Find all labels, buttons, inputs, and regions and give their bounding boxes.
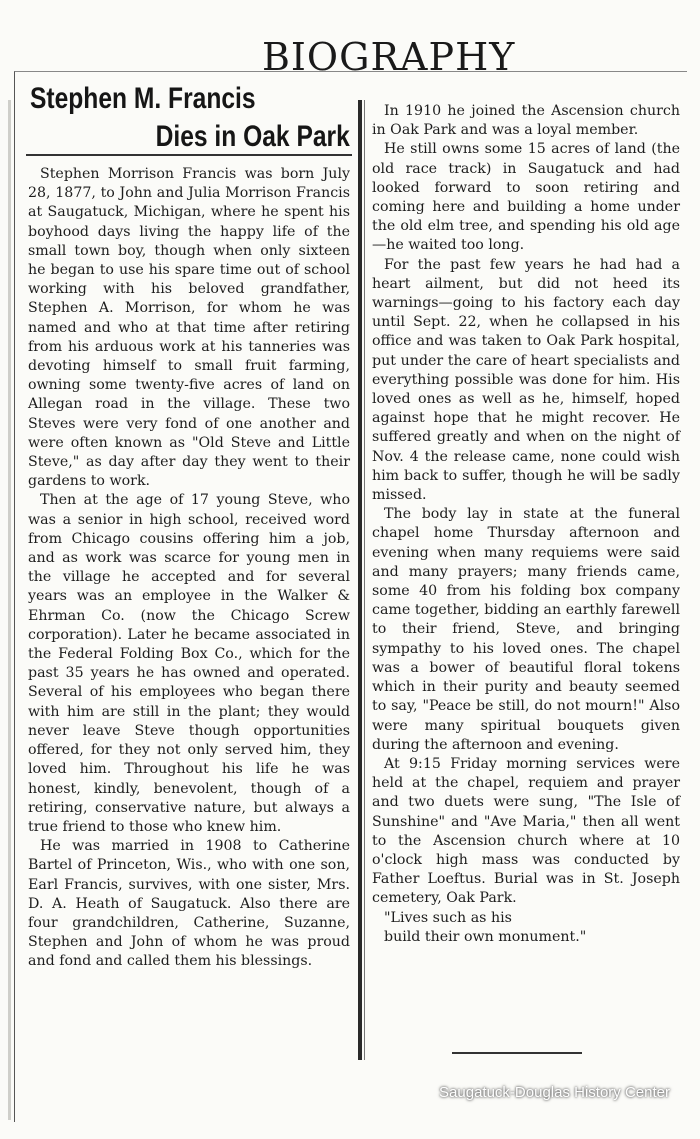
left-column (28, 165, 350, 972)
paragraph: He still owns some 15 acres of land (the old race track) in Saugatuck and had looked forward to soon retiring and coming here and building a home under the old elm tree, and spending his old age—he waited too long. (372, 141, 680, 254)
column-divider (358, 100, 362, 1060)
paragraph: At 9:15 Friday morning services were held at the chapel, requiem and prayer and two duets were sung, "The Isle of Sunshine" and "Ave Maria," then all went to the Ascension church where at 10 o'clock high mass was conducted by Father Loeftus. Burial was in St. Joseph cemetery, Oak Park. (372, 755, 680, 907)
paragraph: Then at the age of 17 young Steve, who was a senior in high school, received word from Chicago cousins offering him a job, and as work was scarce for young men in the village he accepted and for several years was an employee in the Walker & Ehrman Co. (now the Chicago Screw corporation). Later he became associated in the Federal Folding Box Co., which for the past 35 years he has owned and operated. Several of his employees who began there with him are still in the plant; they would never leave Steve though opportunities offered, for they not only served him, they loved him. Throughout his life he was honest, kindly, benevolent, though of a retiring, conservative nature, but always a true friend to those who knew him. (28, 492, 350, 835)
paragraph: In 1910 he joined the Ascension church in Oak Park and was a loyal member. (372, 103, 680, 139)
watermark-credit: Saugatuck-Douglas History Center (439, 1084, 670, 1101)
closing-quote-line-1: "Lives such as his (384, 909, 512, 926)
paragraph: Stephen Morrison Francis was born July 28, 1877, to John and Julia Morrison Francis at Saugatuck, Michigan, where he spent his boyhood days living the happy life of the small town boy, though when only sixteen he began to use his spare time out of school working with his beloved grandfather, Stephen A. Morrison, for whom he was named and who at that time after retiring from his arduous work at his tanneries was devoting himself to small fruit farming, owning some twenty-five acres of land on Allegan road in the village. These two Steves were very fond of one another and were often known as "Old Steve and Little Steve," as day after day they went to their gardens to work. (28, 166, 350, 490)
closing-quote-line-2: build their own monument." (384, 928, 587, 945)
headline-rule (26, 154, 352, 156)
right-column (372, 102, 680, 947)
paragraph: For the past few years he had had a heart ailment, but did not heed its warnings—going to his factory each day until Sept. 22, when he collapsed in his office and was taken to Oak Park hospital, put under the care of heart specialists and everything possible was done for him. His loved ones as well as he, himself, hoped against hope that he might recover. He suffered greatly and when on the night of Nov. 4 the release came, none could wish him back to suffer, though he will be sadly missed. (372, 256, 680, 504)
column-divider-thin (364, 100, 365, 1060)
paragraph: He was married in 1908 to Catherine Bartel of Princeton, Wis., who with one son, Earl Francis, survives, with one sister, Mrs. D. A. Heath of Saugatuck. Also there are four grandchildren, Catherine, Suzanne, Stephen and John of whom he was proud and fond and called them his blessings. (28, 838, 350, 970)
paragraph: The body lay in state at the funeral chapel home Thursday afternoon and evening when many requiems were said and many prayers; many friends came, some 40 from his folding box company came together, bidding an earthly farewell to their friend, Steve, and bringing sympathy to his loved ones. The chapel was a bower of beautiful floral tokens which in their purity and beauty seemed to say, "Peace be still, do not mourn!" Also were many spiritual bouquets given during the afternoon and evening. (372, 506, 680, 753)
headline-line-1: Stephen M. Francis (30, 82, 256, 115)
end-rule (452, 1052, 582, 1054)
section-title: BIOGRAPHY (262, 35, 516, 79)
headline-line-2: Dies in Oak Park (155, 120, 350, 153)
article-headline (30, 80, 350, 156)
page-edge-shadow (8, 100, 11, 1120)
